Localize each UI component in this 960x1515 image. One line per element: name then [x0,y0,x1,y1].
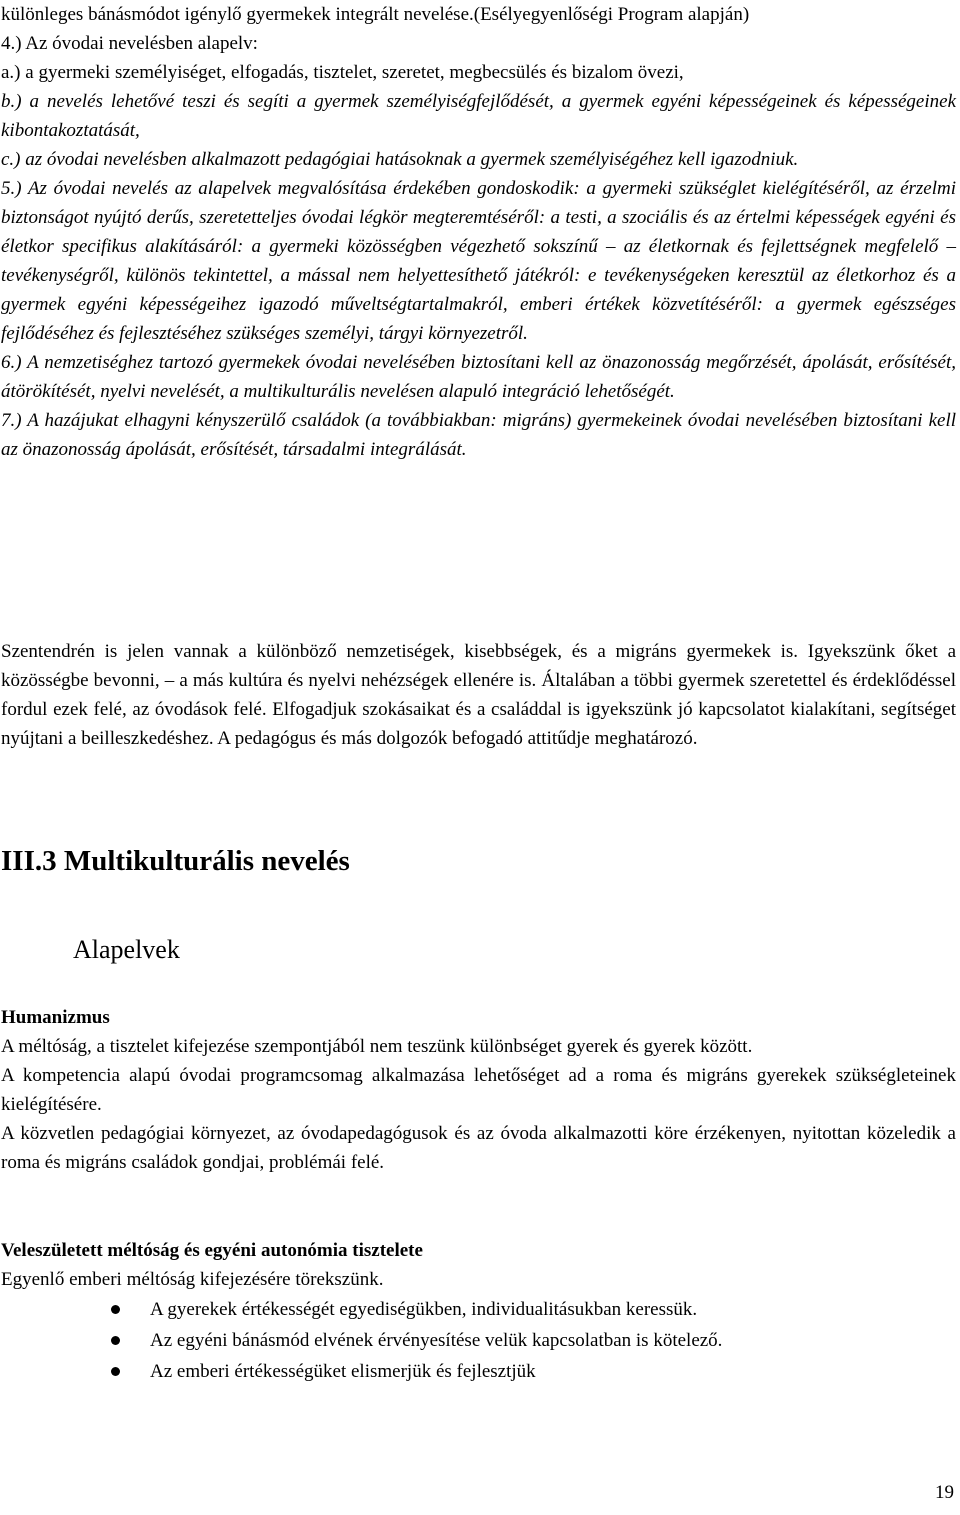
humanizmus-heading: Humanizmus [1,1007,110,1028]
autonomia-heading: Veleszületett méltóság és egyéni autonómia tisztelete [1,1240,423,1261]
section-title: III.3 Multikulturális nevelés [1,845,350,877]
paragraph-integralt-neveles: különleges bánásmódot igénylő gyermekek integrált nevelése.(Esélyegyenlőségi Program alapján) [1,4,750,25]
paragraph-alapelv-heading: 4.) Az óvodai nevelésben alapelv: [1,33,258,54]
paragraph-point-7: 7.) A hazájukat elhagyni kényszerülő családok (a továbbiakban: migráns) gyermekeinek óvodai nevelésében biztosítani kell az önazonosság ápolását, erősítését, társadalmi integrálását. [1,410,956,460]
list-item [1,1325,956,1356]
bullet-icon [111,1305,120,1314]
alapelv-block [1,0,956,464]
subsection-title: Alapelvek [73,935,180,964]
humanizmus-paragraph: A kompetencia alapú óvodai programcsomag alkalmazása lehetőséget ad a roma és migráns gyerekek szükségleteinek kielégítésére. [1,1065,956,1115]
paragraph-alapelv-a: a.) a gyermeki személyiséget, elfogadás, tisztelet, szeretet, megbecsülés és bizalom övezi, [1,62,684,83]
list-item [1,1356,956,1387]
paragraph-alapelv-b: b.) a nevelés lehetővé teszi és segíti a gyermek személyiségfejlődését, a gyermek egyéni képességeinek és képességeinek kibontakoztatását, [1,91,956,141]
humanizmus-paragraph: A méltóság, a tisztelet kifejezése szempontjából nem teszünk különbséget gyerek és gyerek között. [1,1036,753,1057]
bullet-icon [111,1336,120,1345]
list-item-text: A gyerekek értékességét egyediségükben, individualitásukban keressük. [150,1299,698,1320]
list-item-text: Az egyéni bánásmód elvének érvényesítése velük kapcsolatban is kötelező. [150,1330,723,1351]
paragraph-alapelv-c: c.) az óvodai nevelésben alkalmazott pedagógiai hatásoknak a gyermek személyiségéhez kell igazodniuk. [1,149,799,170]
paragraph-szentendre: Szentendrén is jelen vannak a különböző nemzetiségek, kisebbségek, és a migráns gyermekek is. Igyekszünk őket a közösségbe bevonni, – a más kultúra és nyelvi nehézségek ellenére is. Általában a többi gyermek szeretettel és érdeklődéssel fordul ezek felé, az óvodások felé. Elfogadjuk szokásaikat és a családdal is igyekszünk jó kapcsolatot kialakítani, segítséget nyújtani a beilleszkedéshez. A pedagógus és más dolgozók befogadó attitűdje meghatározó. [1,641,956,749]
autonomia-block [1,1236,956,1387]
page-number: 19 [935,1482,954,1503]
paragraph-point-5: 5.) Az óvodai nevelés az alapelvek megvalósítása érdekében gondoskodik: a gyermeki szükséglet kielégítéséről, az érzelmi biztonságot nyújtó derűs, szeretetteljes óvodai légkör megteremtéséről: a testi, a szociális és az értelmi képességek egyéni és életkor specifikus alakításáról: a gyermeki közösségben végezhető sokszínű – az életkornak és fejlettségnek megfelelő – tevékenységről, különös tekintettel, a mással nem helyettesíthető játékról: e tevékenységeken keresztül az életkorhoz és a gyermek egyéni képességeihez igazodó műveltségtartalmakról, emberi értékek közvetítéséről: a gyermek egészséges fejlődéséhez és fejlesztéséhez szükséges személyi, tárgyi környezetről. [1,178,956,344]
list-item [1,1294,956,1325]
paragraph-point-6: 6.) A nemzetiséghez tartozó gyermekek óvodai nevelésében biztosítani kell az önazonosság megőrzését, ápolását, erősítését, átörökítését, nyelvi nevelését, a multikulturális nevelésen alapuló integráció lehetőségét. [1,352,956,402]
humanizmus-block [1,1003,956,1177]
autonomia-intro: Egyenlő emberi méltóság kifejezésére törekszünk. [1,1269,384,1290]
autonomia-bullet-list [1,1294,956,1387]
humanizmus-paragraph: A közvetlen pedagógiai környezet, az óvodapedagógusok és az óvoda alkalmazotti köre érzékenyen, nyitottan közeledik a roma és migráns családok gondjai, problémái felé. [1,1123,956,1173]
list-item-text: Az emberi értékességüket elismerjük és fejlesztjük [150,1361,536,1382]
szentendre-block [1,637,956,753]
bullet-icon [111,1367,120,1376]
